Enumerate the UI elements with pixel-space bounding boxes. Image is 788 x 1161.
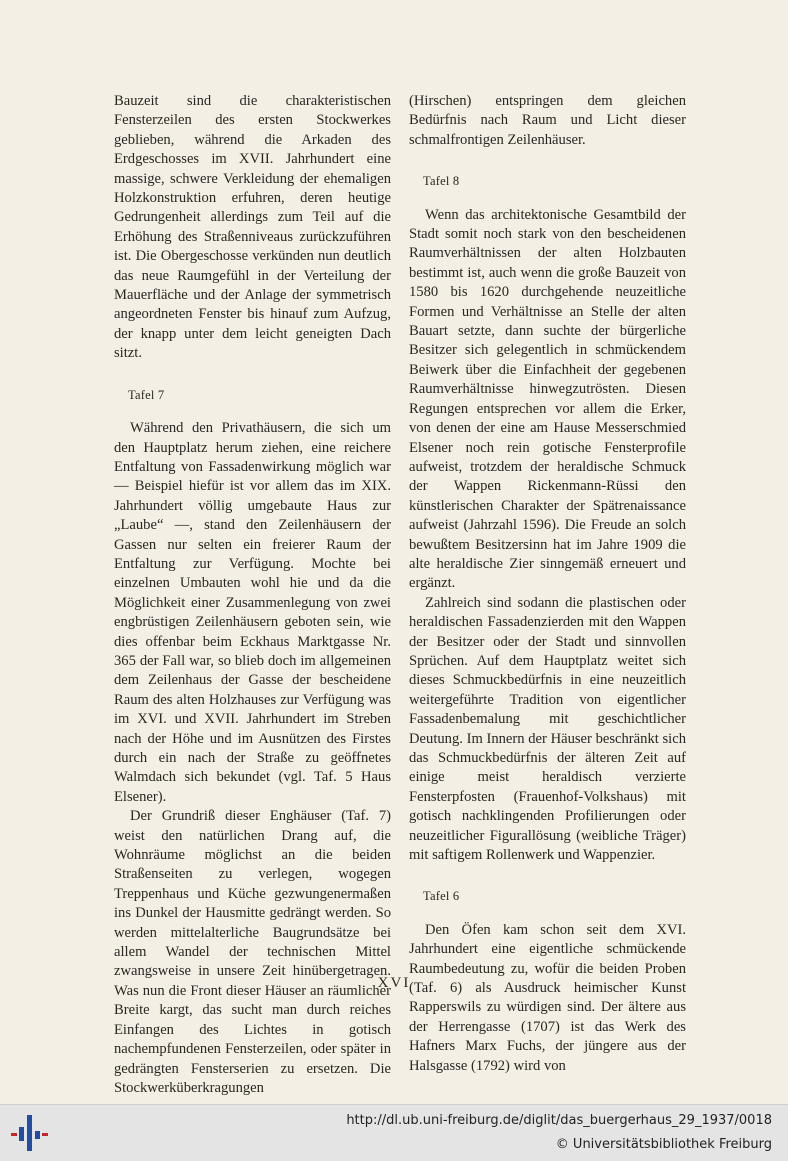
right-paragraph-3: Zahlreich sind sodann die plastischen oder heraldischen Fassadenzierden mit den Wappen der Besitzer oder der Stadt und sinnvollen Sprüchen. Auf dem Hauptplatz weitet sich dieses Schmuckbedürfnis in eine neuzeitlich weitergeführte Tradition von eigentlicher Fassadenbemalung mit geschichtlicher Deutung. Im Innern der Häuser beschränkt sich das Schmuckbedürfnis der älteren Zeit auf einige meist heraldisch verzierte Fensterpfosten (Frauenhof-Volkshaus) mit gotisch nachklingenden Profilierungen oder neuzeitlicher Figurallösung (weibliche Träger) mit saftigem Rollenwerk und Wappenzier. xyxy=(409,594,686,864)
library-logo-icon xyxy=(10,1113,50,1153)
right-column xyxy=(409,92,686,1076)
copyright-notice: © Universitätsbibliothek Freiburg xyxy=(555,1137,772,1152)
tafel-6-heading: Tafel 6 xyxy=(423,889,460,904)
tafel-8-heading: Tafel 8 xyxy=(423,174,460,189)
left-paragraph-3: Der Grundriß dieser Enghäuser (Taf. 7) weist den natürlichen Drang auf, die Wohnräume möglichst an die beiden Straßenseiten zu verlegen, wogegen Treppenhaus und Küche gezwungenermaßen ins Dunkel der Hausmitte gedrängt werden. So werden mittelalterliche Baugrundsätze bei allem Wandel der technischen Mittel zwangsweise in unsere Zeit hinübergetragen. Was nun die Front dieser Häuser an räumlicher Breite kargt, das sucht man durch reiches Einfangen des Lichtes in gotisch nachempfundenen Fensterzeilen, oder später in gedrängten Fensterserien zu ersetzen. Die Stockwerküberkragungen xyxy=(114,808,391,1096)
permalink-url[interactable] xyxy=(346,1113,772,1128)
viewer-footer xyxy=(0,1104,788,1161)
right-paragraph-4: Den Öfen kam schon seit dem XVI. Jahrhundert eine eigentliche schmückende Raumbedeutung zu, wofür die beiden Proben (Taf. 6) als Ausdruck heimischer Kunst Rapperswils zu würdigen sind. Der ältere aus der Herrengasse (1707) ist das Werk des Hafners Marx Fuchs, der jüngere aus der Halsgasse (1792) wird von xyxy=(409,921,686,1074)
left-paragraph-2: Während den Privathäusern, die sich um den Hauptplatz herum ziehen, eine reichere Entfaltung von Fassadenwirkung möglich war — Beispiel hiefür ist vor allem das im XIX. Jahrhundert völlig umgebaute Haus zur „Laube“ —, stand den Zeilenhäusern der Gassen nur selten ein freierer Raum der Entfaltung zur Verfügung. Mochte bei einzelnen Umbauten wohl hie und da die Möglichkeit einer Zusammenlegung von zwei engbrüstigen Zeilenhäusern geboten sein, wie dies offenbar beim Eckhaus Marktgasse Nr. 365 der Fall war, so blieb doch im allgemeinen dem Zeilenhaus der Gasse der bescheidene Raum des alten Holzhauses zur Verfügung was im XVI. und XVII. Jahrhundert im Streben nach der Höhe und im Ausnützen des Firstes durch ein nach der Straße zu geöffnetes Walmdach sich bekundet (vgl. Taf. 5 Haus Elsener). xyxy=(114,420,391,805)
page-number: XVI xyxy=(377,975,411,991)
right-paragraph-2: Wenn das architektonische Gesamtbild der Stadt somit noch stark von den bescheidenen Raumverhältnissen der alten Holzbauten bestimmt ist, auch wenn die große Bauzeit von 1580 bis 1620 durchgehende neuzeitliche Formen und Verhältnisse an Stelle der alten Bauart setzte, dann suchte der bürgerliche Besitzer sich gelegentlich in schmückendem Beiwerk über die Einfachheit der gegebenen Raumverhältnisse hinwegzutrösten. Diesen Regungen entsprechen vor allem die Erker, von denen der eine am Hause Messerschmied Elsener noch rein gotische Fensterprofile aufweist, trotzdem der heraldische Schmuck der Wappen Rickenmann-Rüssi den künstlerischen Charakter der Spätrenaissance aufweist (Jahrzahl 1596). Die Freude an solch bewußtem Besitzersinn hat im Jahre 1909 die alte heraldische Zier sinngemäß erneuert und ergänzt. xyxy=(409,206,686,592)
left-column xyxy=(114,92,391,1098)
tafel-7-heading: Tafel 7 xyxy=(128,387,165,402)
left-paragraph-1: Bauzeit sind die charakteristischen Fensterzeilen des ersten Stockwerkes geblieben, während die Arkaden des Erdgeschosses im XVII. Jahrhundert eine massige, schwere Verkleidung der ehemaligen Holzkonstruktion erfuhren, deren heutige Gedrungenheit allerdings zum Teil auf die Erhöhung des Straßenniveaus zurückzuführen ist. Die Obergeschosse verkünden nun deutlich das neue Raumgefühl in der Verteilung der Mauerfläche und der Anlage der symmetrisch angeordneten Fenster bis hinauf zum Aufzug, der knapp unter dem leicht geneigten Dach sitzt. xyxy=(114,93,391,362)
right-paragraph-1: (Hirschen) entspringen dem gleichen Bedürfnis nach Raum und Licht dieser schmalfrontigen Zeilenhäuser. xyxy=(409,93,686,148)
permalink-text[interactable]: http://dl.ub.uni-freiburg.de/diglit/das_buergerhaus_29_1937/0018 xyxy=(346,1113,772,1128)
